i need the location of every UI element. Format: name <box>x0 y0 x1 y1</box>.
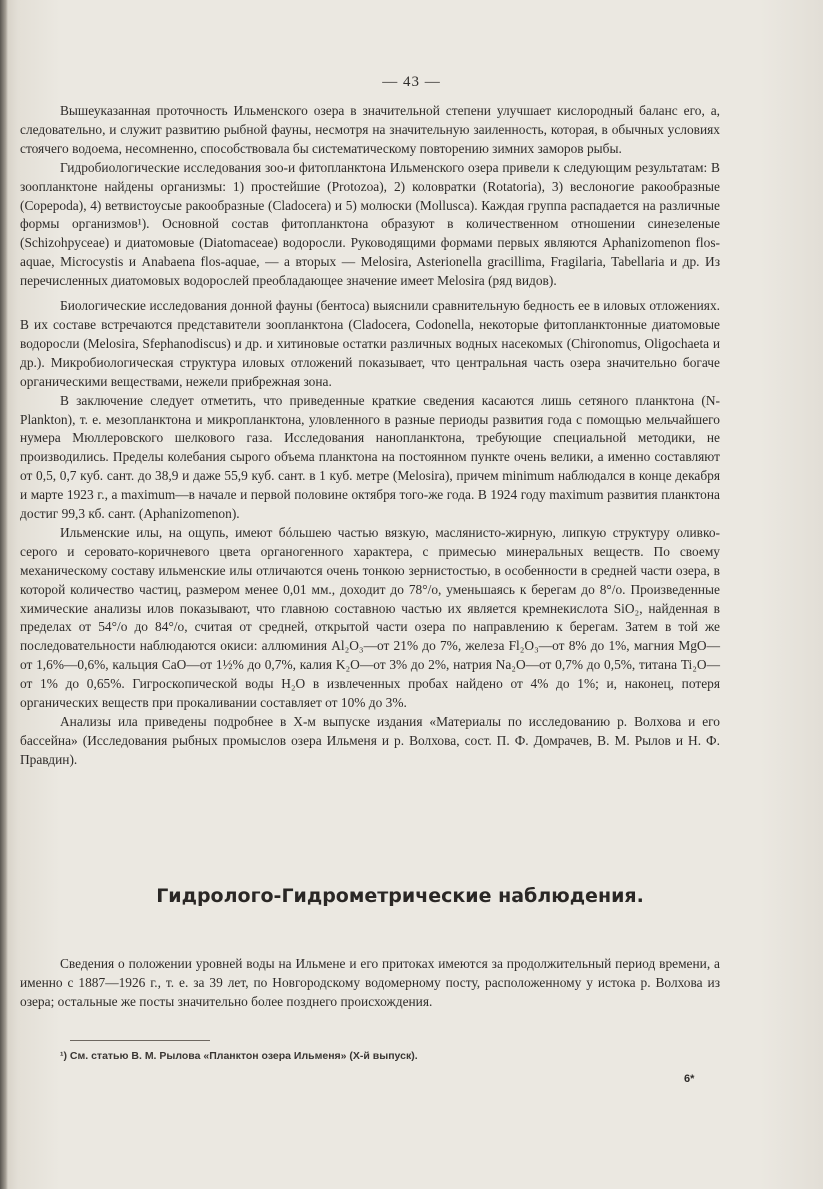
paragraph-6: Анализы ила приведены подробнее в X-м выпуске издания «Материалы по исследованию р. Волхова и его бассейна» (Исследования рыбных промыслов озера Ильменя и р. Волхова, сост. П. Ф. Домрачев, В. М. Рылов и Н. Ф. Правдин). <box>20 714 720 767</box>
main-text <box>20 102 720 770</box>
paragraph-3: Биологические исследования донной фауны (бентоса) выяснили сравнительную бедность ее в иловых отложениях. В их составе встречаются представители зоопланктона (Cladocera, Codonella, некоторые фитопланктонные диатомовые водоросли (Melosira, Sfephanodiscus) и др. и хитиновые остатки различных водных насекомых (Chironomus, Oligochaeta и др.). Микробиологическая структура иловых отложений показывает, что центральная часть озера значительно богаче органическими веществами, нежели прибрежная зона. <box>20 298 720 389</box>
section-text <box>20 955 720 1012</box>
signature-mark: 6* <box>684 1073 695 1085</box>
section-heading: Гидролого-Гидрометрические наблюдения. <box>156 885 644 907</box>
paragraph-5: Ильменские илы, на ощупь, имеют бóльшею частью вязкую, маслянисто-жирную, липкую структуру оливко-серого и серовато-коричневого цвета органогенного характера, с примесью минеральных веществ. По своему механическому составу ильменские илы отличаются очень тонкою зернистостью, в особенности в средней части озера, в которой количество частиц, размером менее 0,01 мм., доходит до 78°/о, уменьшаясь к берегам до 8°/о. Произведенные химические анализы илов показывают, что главною составною частью их является кремнекислота SiO₂, найденная в пределах от 54°/о до 84°/о, считая от средней, открытой части озера по направлению к берегам. Затем в той же последовательности наблюдаются окиси: аллюминия Al₂O₃—от 21% до 7%, железа Fl₂O₃—от 8% до 1%, магния MgO—от 1,6%—0,6%, кальция CaO—от 1½% до 0,7%, калия K₂O—от 3% до 2%, натрия Na₂O—от 0,7% до 0,5%, титана Ti₂O—от 1% до 0,65%. Гигроскопической воды H₂O в извлеченных пробах найдено от 4% до 1%; и, наконец, потеря органических веществ при прокаливании составляет от 10% до 3%. <box>20 524 720 711</box>
footnote: ¹) См. статью В. М. Рылова «Планктон озера Ильменя» (X-й выпуск). <box>60 1050 418 1062</box>
page-number: — 43 — <box>382 74 441 90</box>
paragraph-1: Вышеуказанная проточность Ильменского озера в значительной степени улучшает кислородный баланс его, а, следовательно, и служит развитию рыбной фауны, несмотря на значительную заиленность, которая, в обычных условиях стоячего водоема, несомненно, способствовала бы систематическому повторению зимних заморов рыбы. <box>20 103 720 156</box>
paragraph-2: Гидробиологические исследования зоо-и фитопланктона Ильменского озера привели к следующим результатам: В зоопланктоне найдены организмы: 1) простейшие (Protozoa), 2) коловратки (Rotatoria), 3) веслоногие ракообразные (Copepoda), 4) ветвистоусые ракообразные (Cladocera) и 5) молюски (Mollusca). Каждая группа распадается на различные формы организмов¹). Основной состав фитопланктона образуют в количественном отношении синезеленые (Schizohpyceae) и диатомовые (Diatomaceae) водоросли. Руководящими формами первых являются Aphanizomenon flos-aquae, Microcystis и Anabaena flos-aquae, — а вторых — Melosira, Asterionella gracillima, Fragilaria, Tabellaria и др. Из перечисленных диатомовых водорослей преобладающее значение имеет Melosira (ряд видов). <box>20 159 720 289</box>
footnote-divider <box>70 1040 210 1041</box>
paragraph-7: Сведения о положении уровней воды на Ильмене и его притоках имеются за продолжительный период времени, а именно с 1887—1926 г., т. е. за 39 лет, по Новгородскому водомерному посту, расположенному у истока р. Волхова из озера; остальные же посты значительно более позднего происхождения. <box>20 956 720 1009</box>
book-spine-shadow <box>0 0 8 1189</box>
paragraph-4: В заключение следует отметить, что приведенные краткие сведения касаются лишь сетяного планктона (N-Plankton), т. е. мезопланктона и микропланктона, уловленного в разные периоды развития года с помощью мельчайшего нумера Мюллеровского шелкового газа. Исследования нанопланктона, требующие специальной методики, не производились. Пределы колебания сырого объема планктона на постоянном пункте очень велики, а именно составляют от 0,5, 0,7 куб. сант. до 38,9 и даже 55,9 куб. сант. в 1 куб. метре (Melosira), причем minimum наблюдался в конце декабря и марте 1923 г., а maximum—в начале и первой половине октября того-же года. В 1924 году maximum развития планктона достиг 99,3 кб. сант. (Aphanizomenon). <box>20 392 720 522</box>
